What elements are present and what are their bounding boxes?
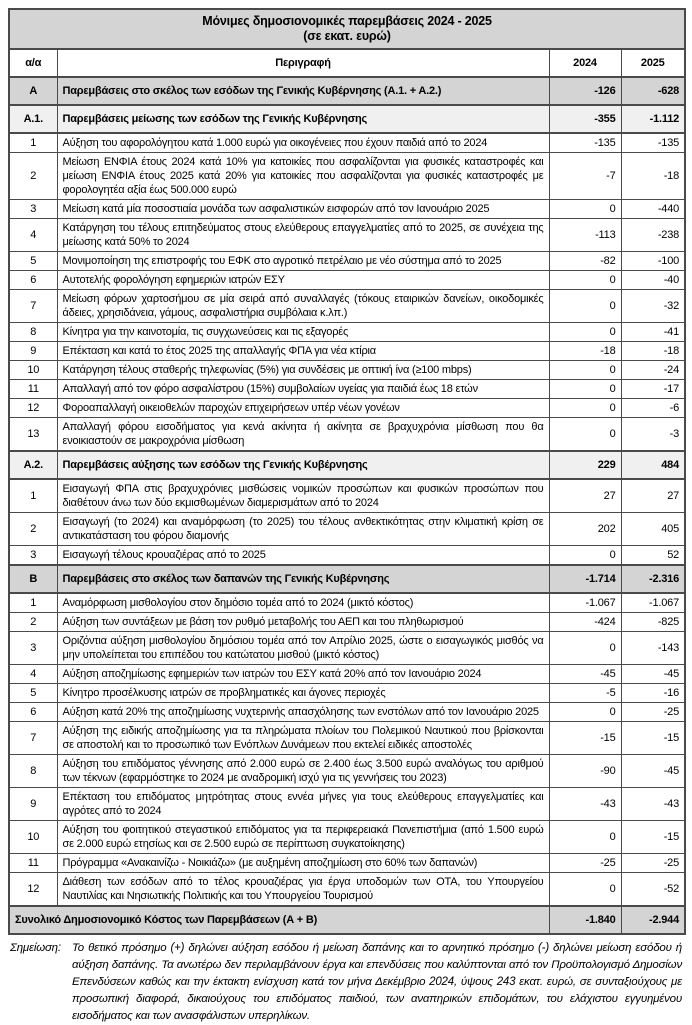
table-row (9, 546, 685, 566)
row-desc-cell: Φοροαπαλλαγή οικειοθελών παροχών επιχειρήσεων υπέρ νέων γονέων (57, 399, 549, 418)
row-value-2024-cell: 0 (549, 418, 621, 452)
table-row (9, 105, 685, 133)
row-value-2025-cell: -52 (621, 873, 685, 907)
row-id-cell: 6 (9, 271, 57, 290)
table-row (9, 361, 685, 380)
row-value-2024-cell: 0 (549, 546, 621, 566)
row-value-2025-cell: -100 (621, 252, 685, 271)
column-header-row (9, 49, 685, 77)
row-id-cell: 10 (9, 821, 57, 854)
row-desc-cell: Επέκταση και κατά το έτος 2025 της απαλλαγής ΦΠΑ για νέα κτίρια (57, 342, 549, 361)
row-desc-cell: Επέκταση του επιδόματος μητρότητας στους εννέα μήνες για τους ελεύθερους επαγγελματίες και αγρότες από το 2024 (57, 788, 549, 821)
row-value-2024-cell: -18 (549, 342, 621, 361)
row-value-2025-cell: -825 (621, 613, 685, 632)
row-value-2024-cell: -424 (549, 613, 621, 632)
row-id-cell: 5 (9, 252, 57, 271)
row-id-cell: 1 (9, 133, 57, 153)
table-row (9, 873, 685, 907)
row-desc-cell: Κατάργηση τέλους σταθερής τηλεφωνίας (5%) για συνδέσεις με οπτική ίνα (≥100 mbps) (57, 361, 549, 380)
footnote (8, 940, 684, 1025)
row-desc-cell: Παρεμβάσεις στο σκέλος των δαπανών της Γενικής Κυβέρνησης (57, 565, 549, 593)
row-value-2024-cell: 0 (549, 632, 621, 665)
row-value-2024-cell: -1.067 (549, 593, 621, 613)
table-row (9, 821, 685, 854)
row-value-2025-cell: -25 (621, 703, 685, 722)
row-value-2025-cell: -3 (621, 418, 685, 452)
row-value-2024-cell: 0 (549, 290, 621, 323)
row-id-cell: 10 (9, 361, 57, 380)
table-row (9, 77, 685, 105)
row-value-2024-cell: -5 (549, 684, 621, 703)
row-desc-cell: Οριζόντια αύξηση μισθολογίου δημόσιου τομέα από τον Απρίλιο 2025, ώστε ο εισαγωγικός μισθός να μην υπολείπεται του επιπέδου του κατώτατου μισθού (μικτό κόστος) (57, 632, 549, 665)
table-row (9, 153, 685, 200)
row-value-2025-cell: -25 (621, 854, 685, 873)
row-value-2024-cell: 0 (549, 380, 621, 399)
row-value-2024-cell: 229 (549, 451, 621, 479)
row-desc-cell: Εισαγωγή ΦΠΑ στις βραχυχρόνιες μισθώσεις νομικών προσώπων και φυσικών προσώπων που διαθέτουν άνω των δύο εκμισθωμένων διαμερισμάτων από το 2024 (57, 479, 549, 513)
row-value-2025-cell: -2.316 (621, 565, 685, 593)
table-row (9, 613, 685, 632)
row-value-2024-cell: -7 (549, 153, 621, 200)
table-row (9, 418, 685, 452)
row-desc-cell: Μονιμοποίηση της επιστροφής του ΕΦΚ στο αγροτικό πετρέλαιο με νέο σύστημα από το 2025 (57, 252, 549, 271)
column-header-2025: 2025 (621, 49, 685, 77)
row-value-2024-cell: 0 (549, 873, 621, 907)
row-value-2025-cell: -18 (621, 153, 685, 200)
table-row (9, 219, 685, 252)
row-value-2024-cell: -25 (549, 854, 621, 873)
row-value-2024-cell: -1.714 (549, 565, 621, 593)
column-header-2024: 2024 (549, 49, 621, 77)
row-value-2025-cell: -143 (621, 632, 685, 665)
row-value-2025-cell: -17 (621, 380, 685, 399)
table-row (9, 323, 685, 342)
row-value-2024-cell: -45 (549, 665, 621, 684)
table-row (9, 133, 685, 153)
row-value-2025-cell: 405 (621, 513, 685, 546)
row-id-cell: 4 (9, 665, 57, 684)
row-value-2024-cell: -90 (549, 755, 621, 788)
table-row (9, 593, 685, 613)
row-id-cell: 9 (9, 342, 57, 361)
column-header-num: α/α (9, 49, 57, 77)
row-desc-cell: Εισαγωγή τέλους κρουαζιέρας από το 2025 (57, 546, 549, 566)
row-value-2025-cell: -6 (621, 399, 685, 418)
row-desc-cell: Πρόγραμμα «Ανακαινίζω - Νοικιάζω» (με αυξημένη αποζημίωση στο 60% των δαπανών) (57, 854, 549, 873)
row-value-2025-cell: -440 (621, 200, 685, 219)
row-desc-cell: Αύξηση του αφορολόγητου κατά 1.000 ευρώ για οικογένειες που έχουν παιδιά από το 2024 (57, 133, 549, 153)
row-desc-cell: Κίνητρα για την καινοτομία, τις συγχωνεύσεις και τις εξαγορές (57, 323, 549, 342)
row-value-2025-cell: -15 (621, 722, 685, 755)
row-desc-cell: Κατάργηση του τέλους επιτηδεύματος στους ελεύθερους επαγγελματίες από το 2025, σε συνέχεια της μείωσης κατά 50% το 2024 (57, 219, 549, 252)
row-desc-cell: Μείωση φόρων χαρτοσήμου σε μία σειρά από συναλλαγές (τόκους εταιρικών δανείων, οικοδομικές άδειες, χρησιδάνεια, γάμους, ασφαλιστήρια συμβόλαια κ.λπ.) (57, 290, 549, 323)
row-id-cell: 7 (9, 722, 57, 755)
row-desc-cell: Αύξηση των συντάξεων με βάση τον ρυθμό μεταβολής του ΑΕΠ και του πληθωρισμού (57, 613, 549, 632)
table-row (9, 451, 685, 479)
row-desc-cell: Παρεμβάσεις στο σκέλος των εσόδων της Γενικής Κυβέρνησης (Α.1. + Α.2.) (57, 77, 549, 105)
table-row (9, 703, 685, 722)
table-row (9, 665, 685, 684)
row-value-2025-cell: -40 (621, 271, 685, 290)
table-row (9, 755, 685, 788)
row-desc-cell: Αύξηση αποζημίωσης εφημεριών των ιατρών του ΕΣΥ κατά 20% από τον Ιανουάριο 2024 (57, 665, 549, 684)
row-id-cell: 3 (9, 546, 57, 566)
row-id-cell: Α (9, 77, 57, 105)
footnote-text: Το θετικό πρόσημο (+) δηλώνει αύξηση εσόδου ή μείωση δαπάνης και το αρνητικό πρόσημο (-) δηλώνει μείωση εσόδου ή αύξηση δαπάνης. Τα ανωτέρω δεν περιλαμβάνουν έργα και επενδύσεις που καλύπτονται από τον Προϋπολογισμό Δημοσίων Επενδύσεων καθώς και την έκτακτη ενίσχυση κατά τον μήνα Δεκέμβριο 2024, ύψους 243 εκατ. ευρώ, σε συνταξιούχους με προσωπική διαφορά, δικαιούχους του επιδόματος παιδιού, των αναπηρικών επιδομάτων, του ελάχιστου εγγυημένου εισοδήματος και των ανασφάλιστων υπερηλίκων. (72, 942, 682, 1022)
row-value-2024-cell: -82 (549, 252, 621, 271)
row-id-cell: 1 (9, 479, 57, 513)
row-desc-cell: Εισαγωγή (το 2024) και αναμόρφωση (το 2025) του τέλους ανθεκτικότητας στην κλιματική κρίση σε αντικατάσταση του φόρου διαμονής (57, 513, 549, 546)
table-row (9, 632, 685, 665)
row-value-2025-cell: -24 (621, 361, 685, 380)
row-id-cell: 2 (9, 153, 57, 200)
table-row (9, 722, 685, 755)
table-row (9, 906, 685, 934)
table-row (9, 854, 685, 873)
table-title-line1: Μόνιμες δημοσιονομικές παρεμβάσεις 2024 - 2025 (202, 14, 492, 28)
row-value-2025-cell: -41 (621, 323, 685, 342)
table-row (9, 380, 685, 399)
table-title-row (9, 9, 685, 49)
row-id-cell: 7 (9, 290, 57, 323)
row-value-2024-cell: 202 (549, 513, 621, 546)
row-value-2024-cell: -1.840 (549, 906, 621, 934)
row-id-cell: 3 (9, 632, 57, 665)
row-value-2024-cell: 27 (549, 479, 621, 513)
row-value-2024-cell: -113 (549, 219, 621, 252)
table-row (9, 684, 685, 703)
row-value-2024-cell: -15 (549, 722, 621, 755)
row-id-cell: 8 (9, 755, 57, 788)
row-desc-cell: Μείωση κατά μία ποσοστιαία μονάδα των ασφαλιστικών εισφορών από τον Ιανουάριο 2025 (57, 200, 549, 219)
row-id-cell: 2 (9, 613, 57, 632)
row-value-2024-cell: -355 (549, 105, 621, 133)
row-value-2025-cell: -628 (621, 77, 685, 105)
fiscal-interventions-table (8, 8, 686, 935)
row-id-cell: 11 (9, 854, 57, 873)
column-header-desc: Περιγραφή (57, 49, 549, 77)
row-value-2025-cell: -15 (621, 821, 685, 854)
row-value-2025-cell: -1.112 (621, 105, 685, 133)
table-row (9, 788, 685, 821)
row-desc-cell: Απαλλαγή φόρου εισοδήματος για κενά ακίνητα ή ακίνητα σε βραχυχρόνια μίσθωση που θα ενοικιαστούν σε μακροχρόνια μίσθωση (57, 418, 549, 452)
row-value-2024-cell: -135 (549, 133, 621, 153)
table-row (9, 513, 685, 546)
row-id-cell: 2 (9, 513, 57, 546)
row-value-2024-cell: -126 (549, 77, 621, 105)
row-value-2024-cell: -43 (549, 788, 621, 821)
table-row (9, 479, 685, 513)
row-desc-cell: Αύξηση της ειδικής αποζημίωσης για τα πληρώματα πλοίων του Πολεμικού Ναυτικού που βρίσκονται σε αποστολή και το προσωπικό των Ενόπλων Δυνάμεων που εκτελεί ειδικές αποστολές (57, 722, 549, 755)
row-desc-cell: Απαλλαγή από τον φόρο ασφαλίστρου (15%) συμβολαίων υγείας για παιδιά έως 18 ετών (57, 380, 549, 399)
row-id-cell: 8 (9, 323, 57, 342)
row-value-2025-cell: -135 (621, 133, 685, 153)
row-desc-cell: Παρεμβάσεις αύξησης των εσόδων της Γενικής Κυβέρνησης (57, 451, 549, 479)
row-value-2025-cell: -45 (621, 665, 685, 684)
row-id-cell: Α.2. (9, 451, 57, 479)
table-title-line2: (σε εκατ. ευρώ) (303, 29, 391, 43)
row-value-2025-cell: -32 (621, 290, 685, 323)
row-value-2025-cell: -2.944 (621, 906, 685, 934)
row-id-cell: 11 (9, 380, 57, 399)
row-value-2024-cell: 0 (549, 703, 621, 722)
row-desc-cell: Κίνητρο προσέλκυσης ιατρών σε προβληματικές και άγονες περιοχές (57, 684, 549, 703)
table-row (9, 565, 685, 593)
row-id-cell: 9 (9, 788, 57, 821)
row-id-cell: 1 (9, 593, 57, 613)
row-id-cell: Α.1. (9, 105, 57, 133)
row-value-2025-cell: 484 (621, 451, 685, 479)
table-row (9, 342, 685, 361)
row-desc-cell: Μείωση ΕΝΦΙΑ έτους 2024 κατά 10% για κατοικίες που ασφαλίζονται για φυσικές καταστροφές και μείωση ΕΝΦΙΑ έτους 2025 κατά 20% για κατοικίες που ασφαλίζονται για φυσικές καταστροφές με φορολογητέα αξία έως 500.000 ευρώ (57, 153, 549, 200)
row-value-2024-cell: 0 (549, 399, 621, 418)
table-row (9, 271, 685, 290)
row-id-cell: 3 (9, 200, 57, 219)
table-row (9, 399, 685, 418)
row-id-cell: 4 (9, 219, 57, 252)
row-desc-cell: Αύξηση του φοιτητικού στεγαστικού επιδόματος για τα περιφερειακά Πανεπιστήμια (από 1.500 ευρώ σε 2.000 ευρώ ετησίως και σε 2.500 ευρώ σε περίπτωση συγκατοίκησης) (57, 821, 549, 854)
row-id-cell: Β (9, 565, 57, 593)
row-id-cell: 6 (9, 703, 57, 722)
row-value-2025-cell: 27 (621, 479, 685, 513)
row-value-2024-cell: 0 (549, 200, 621, 219)
row-desc-cell: Αύξηση κατά 20% της αποζημίωσης νυχτερινής απασχόλησης των ενστόλων από τον Ιανουάριο 2025 (57, 703, 549, 722)
row-desc-cell: Διάθεση των εσόδων από το τέλος κρουαζιέρας για έργα υποδομών των ΟΤΑ, του Υπουργείου Ναυτιλίας και Νησιωτικής Πολιτικής και του Υπουργείου Τουρισμού (57, 873, 549, 907)
row-value-2024-cell: 0 (549, 323, 621, 342)
table-row (9, 252, 685, 271)
table-title (9, 9, 685, 49)
row-desc-cell: Παρεμβάσεις μείωσης των εσόδων της Γενικής Κυβέρνησης (57, 105, 549, 133)
row-value-2025-cell: 52 (621, 546, 685, 566)
footnote-label: Σημείωση: (10, 942, 61, 954)
row-value-2025-cell: -18 (621, 342, 685, 361)
row-desc-cell: Αυτοτελής φορολόγηση εφημεριών ιατρών ΕΣΥ (57, 271, 549, 290)
row-desc-cell: Αύξηση του επιδόματος γέννησης από 2.000 ευρώ σε 2.400 έως 3.500 ευρώ αναλόγως του αριθμού των τέκνων (εφαρμόστηκε το 2024 με αναδρομική ισχύ για τις γεννήσεις του 2023) (57, 755, 549, 788)
table-row (9, 200, 685, 219)
row-desc-cell: Συνολικό Δημοσιονομικό Κόστος των Παρεμβάσεων (Α + Β) (9, 906, 549, 934)
row-value-2024-cell: 0 (549, 361, 621, 380)
row-value-2025-cell: -1.067 (621, 593, 685, 613)
row-id-cell: 12 (9, 399, 57, 418)
table-body (9, 77, 685, 934)
row-value-2025-cell: -43 (621, 788, 685, 821)
row-value-2024-cell: 0 (549, 271, 621, 290)
row-value-2024-cell: 0 (549, 821, 621, 854)
row-id-cell: 12 (9, 873, 57, 907)
row-id-cell: 13 (9, 418, 57, 452)
row-id-cell: 5 (9, 684, 57, 703)
row-value-2025-cell: -238 (621, 219, 685, 252)
row-value-2025-cell: -45 (621, 755, 685, 788)
row-desc-cell: Αναμόρφωση μισθολογίου στον δημόσιο τομέα από το 2024 (μικτό κόστος) (57, 593, 549, 613)
table-row (9, 290, 685, 323)
row-value-2025-cell: -16 (621, 684, 685, 703)
